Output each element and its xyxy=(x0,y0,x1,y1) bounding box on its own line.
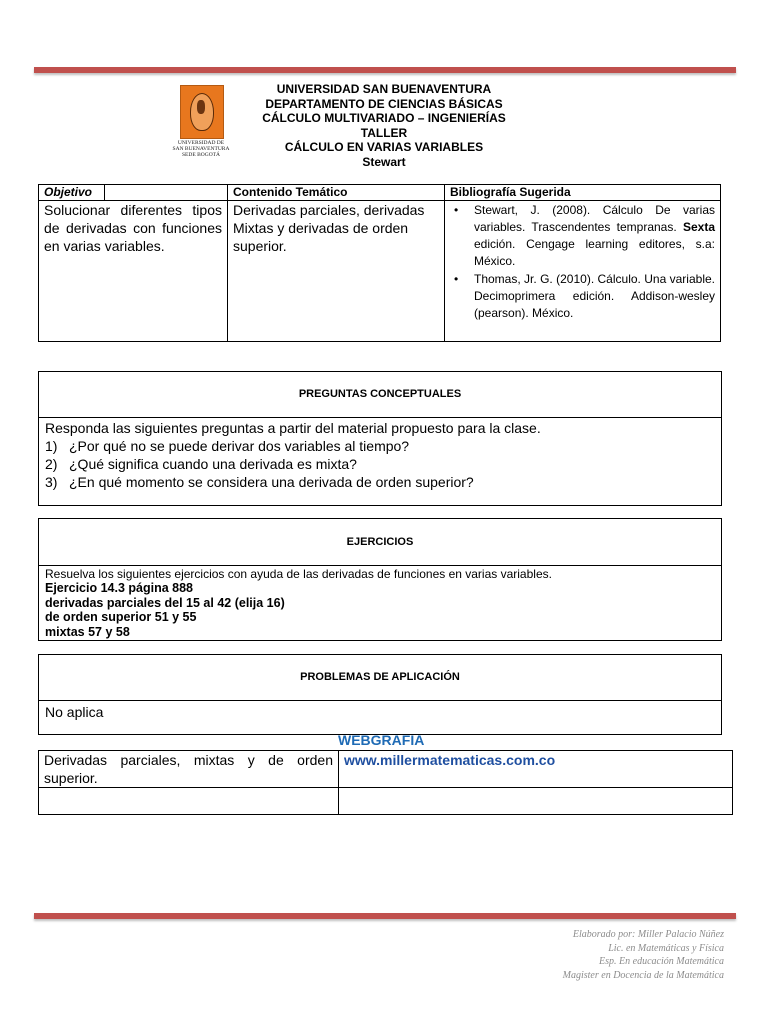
question-number: 3) xyxy=(45,474,58,490)
bibliografia-item-thomas: • Thomas, Jr. G. (2010). Cálculo. Una variable. Decimoprimera edición. Addison-wesley (pearson). México. xyxy=(450,271,715,322)
ejercicio-orden-superior: de orden superior 51 y 55 xyxy=(45,610,197,624)
bib-stewart-part-b: edición. Cengage learning editores, s.a: México. xyxy=(474,237,715,268)
reference-author: Stewart xyxy=(362,154,406,169)
top-decorative-rule xyxy=(34,67,736,73)
objetivo-header: Objetivo xyxy=(39,185,105,201)
footer-author: Elaborado por: Miller Palacio Núñez xyxy=(572,929,724,940)
info-table xyxy=(38,184,721,342)
department-name: DEPARTAMENTO DE CIENCIAS BÁSICAS xyxy=(265,96,503,111)
bottom-decorative-rule xyxy=(34,913,736,919)
objetivo-text: Solucionar diferentes tipos de derivadas con funciones en varias variables. xyxy=(39,201,228,342)
logo-line-1: UNIVERSIDAD DE xyxy=(177,140,225,146)
question-number: 2) xyxy=(45,456,58,472)
logo-line-2: SAN BUENAVENTURA xyxy=(172,146,230,152)
preguntas-content xyxy=(39,418,721,505)
webgrafia-topic: Derivadas parciales, mixtas y de orden superior. xyxy=(39,751,339,788)
course-name: CÁLCULO MULTIVARIADO – INGENIERÍAS xyxy=(262,111,506,126)
preguntas-title: PREGUNTAS CONCEPTUALES xyxy=(39,372,721,418)
webgrafia-link[interactable]: www.millermatematicas.com.co xyxy=(344,752,556,768)
webgrafia-row xyxy=(39,751,733,788)
question-number: 1) xyxy=(45,438,58,454)
logo-line-3: SEDE BOGOTÁ xyxy=(181,152,221,158)
bibliografia-header: Bibliografía Sugerida xyxy=(445,185,721,201)
preguntas-intro: Responda las siguientes preguntas a partir del material propuesto para la clase. xyxy=(45,420,541,436)
empty-cell xyxy=(39,788,339,815)
ejercicios-title: EJERCICIOS xyxy=(39,519,721,566)
bibliografia-item-stewart xyxy=(450,202,715,270)
contenido-text: Derivadas parciales, derivadas Mixtas y derivadas de orden superior. xyxy=(228,201,445,342)
webgrafia-table xyxy=(38,750,733,815)
empty-cell xyxy=(339,788,733,815)
ejercicio-mixtas: mixtas 57 y 58 xyxy=(45,624,130,639)
document-topic: CÁLCULO EN VARIAS VARIABLES xyxy=(284,140,484,155)
webgrafia-title: WEBGRAFIA xyxy=(338,732,425,748)
ejercicios-section xyxy=(38,518,722,641)
document-header xyxy=(200,82,568,170)
list-item xyxy=(45,455,715,473)
webgrafia-empty-row xyxy=(39,788,733,815)
empty-header-cell xyxy=(105,185,228,201)
problemas-title: PROBLEMAS DE APLICACIÓN xyxy=(39,655,721,701)
list-item xyxy=(45,437,715,455)
footer-degree-1: Lic. en Matemáticas y Física xyxy=(608,942,724,954)
ejercicio-parciales: derivadas parciales del 15 al 42 (elija 16) xyxy=(45,595,285,610)
bib-stewart-edition: Sexta xyxy=(682,220,715,234)
info-table-header-row xyxy=(39,185,721,201)
bibliografia-list xyxy=(450,202,715,322)
ejercicios-content xyxy=(39,566,721,640)
ejercicios-intro: Resuelva los siguientes ejercicios con ayuda de las derivadas de funciones en varias variables. xyxy=(45,567,552,581)
university-name: UNIVERSIDAD SAN BUENAVENTURA xyxy=(276,82,492,96)
document-type: TALLER xyxy=(360,125,408,140)
ejercicio-reference: Ejercicio 14.3 página 888 xyxy=(45,581,193,595)
preguntas-list xyxy=(45,437,715,491)
footer-degree-2: Esp. En educación Matemática xyxy=(599,956,724,967)
preguntas-section xyxy=(38,371,722,506)
contenido-header: Contenido Temático xyxy=(228,185,445,201)
list-item xyxy=(45,473,715,491)
problemas-text: No aplica xyxy=(45,704,104,720)
info-table-body-row xyxy=(39,201,721,342)
webgrafia-link-cell xyxy=(339,751,733,788)
question-text: ¿Qué significa cuando una derivada es mixta? xyxy=(69,456,357,472)
question-text: ¿En qué momento se considera una derivada de orden superior? xyxy=(69,474,474,490)
problemas-section xyxy=(38,654,722,735)
question-text: ¿Por qué no se puede derivar dos variables al tiempo? xyxy=(69,438,410,454)
author-footer xyxy=(563,928,724,982)
bibliografia-cell xyxy=(445,201,721,342)
footer-degree-3: Magister en Docencia de la Matemática xyxy=(562,969,724,981)
bib-stewart-part-a: Stewart, J. (2008). Cálculo De varias variables. Trascendentes tempranas. xyxy=(474,203,715,234)
